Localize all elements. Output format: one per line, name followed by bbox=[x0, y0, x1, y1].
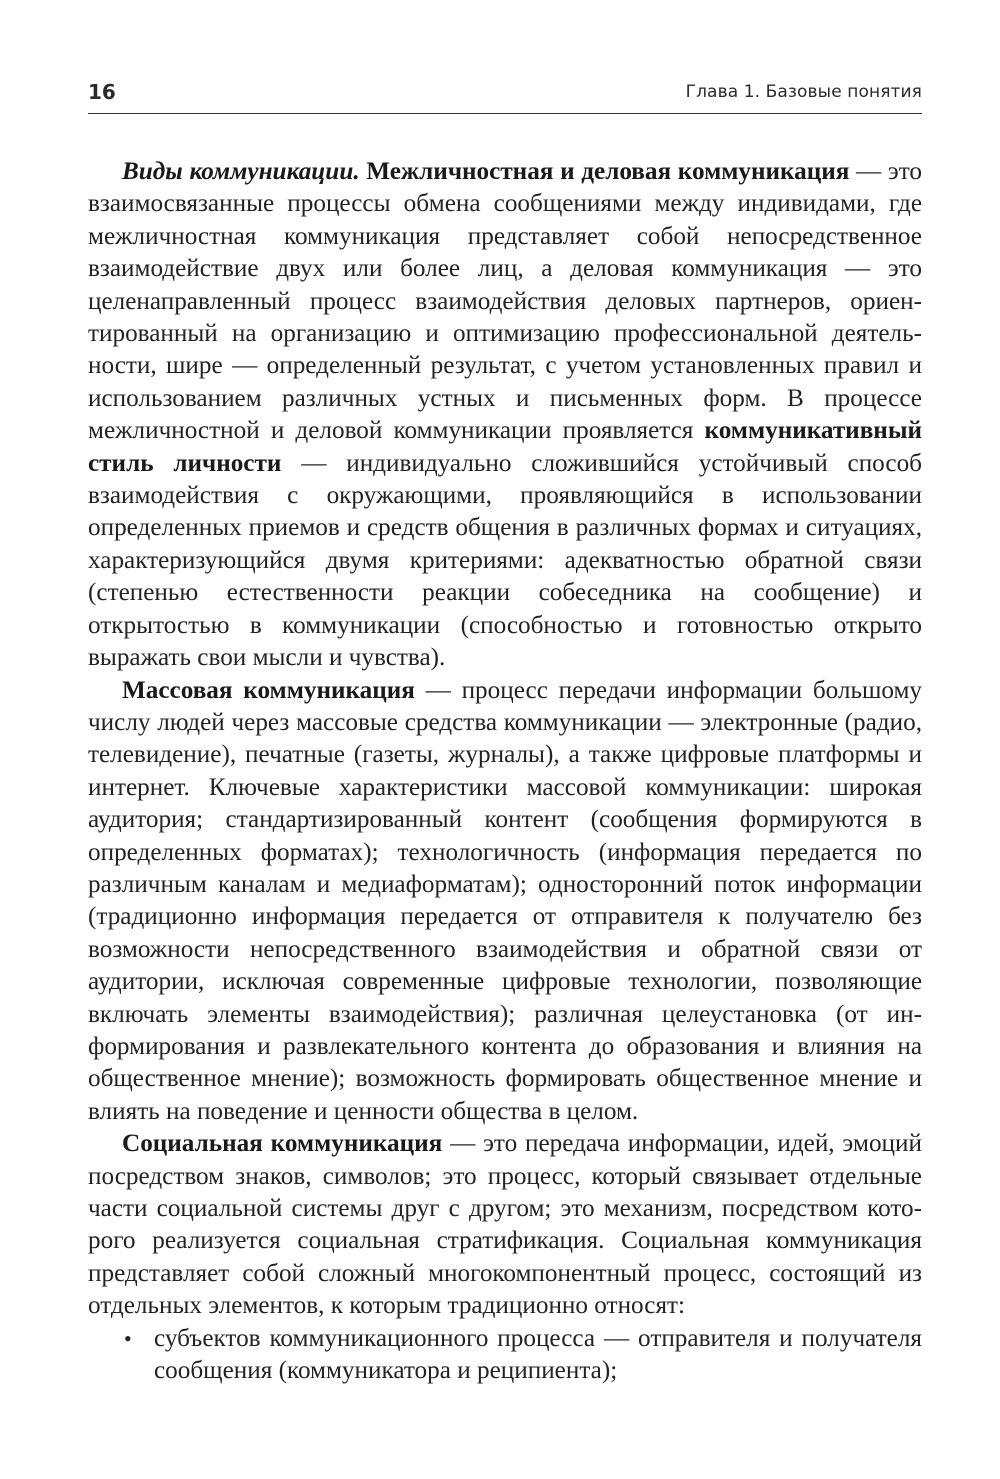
paragraph-mass-communication bbox=[88, 675, 922, 1129]
term-mass-communication: Массовая коммуникация bbox=[122, 676, 415, 704]
paragraph-text: — процесс передачи информации большому числу людей через массовые средства коммуникации — электронные (радио, телевидение), печатные (газеты, журналы), а также цифровые платформы и интернет. Ключевые характеристики массовой коммуникации: широкая аудитория; стандартизированный контент (сообщения формируются в определенных форматах); технологичность (информация передается по различным каналам и медиаформатам); односторонний поток информации (традиционно информация передается от отправителя к получателю без возможности непосредственного взаимодействия и обратной связи от аудитории, исключая современные цифровые технологии, позволяющие включать элементы взаимодействия); различная целеустановка (от информирования и развлекательного контента до образования и влияния на общественное мнение); возможность формировать общественное мнение и влиять на поведение и ценности общества в целом. bbox=[88, 676, 922, 1125]
chapter-title: Глава 1. Базовые понятия bbox=[685, 82, 922, 102]
paragraph-text: — это передача информации, идей, эмоций посредством знаков, символов; это процесс, который связывает отдельные части социальной системы друг с другом; это механизм, посредством которого реализуется социальная стратификация. Социальная коммуникация представляет собой сложный многокомпонентный процесс, состоящий из отдельных элементов, к которым традиционно относят: bbox=[88, 1130, 922, 1320]
section-heading-italic: Виды коммуникации. bbox=[122, 158, 360, 185]
running-header bbox=[88, 68, 922, 114]
page-number: 16 bbox=[88, 80, 116, 104]
paragraph-text: — это взаимосвязанные процессы обмена сообщениями между индивидами, где межличностная коммуникация представляет собой непосредственное взаимодействие двух или более лиц, а деловая коммуникация — это целенаправленный процесс взаимодействия деловых партнеров, ориентированный на организацию и оптимизацию профессиональной деятельности, шире — определенный результат, с учетом установленных правил и использованием различных устных и письменных форм. В процессе межличностной и деловой коммуникации проявляется bbox=[88, 158, 922, 445]
paragraph-social-communication bbox=[88, 1128, 922, 1322]
term-social-communication: Социальная коммуникация bbox=[122, 1130, 443, 1158]
body-text bbox=[88, 156, 922, 1387]
list-item bbox=[88, 1323, 922, 1388]
paragraph-text: — индивидуально сложившийся устойчивый способ взаимодействия с окружающими, проявляющийся в использовании определенных приемов и средств общения в различных формах и ситуациях, характеризующийся двумя критериями: адекватностью обратной связи (степенью естественности реакции собеседника на сообщение) и открытостью в коммуникации (способностью и готовностью открыто выражать свои мысли и чувства). bbox=[88, 449, 922, 672]
bullet-icon: • bbox=[124, 1325, 132, 1351]
paragraph-types-of-communication bbox=[88, 156, 922, 675]
bullet-list bbox=[88, 1323, 922, 1388]
term-communicative-style: коммуникативный стиль личности bbox=[88, 417, 922, 477]
term-interpersonal-business-communication: Межличностная и деловая коммуникация bbox=[366, 158, 850, 185]
list-item-text: субъектов коммуникационного процесса — отправителя и получателя сообщения (коммуникатора и реципиента); bbox=[154, 1324, 922, 1385]
